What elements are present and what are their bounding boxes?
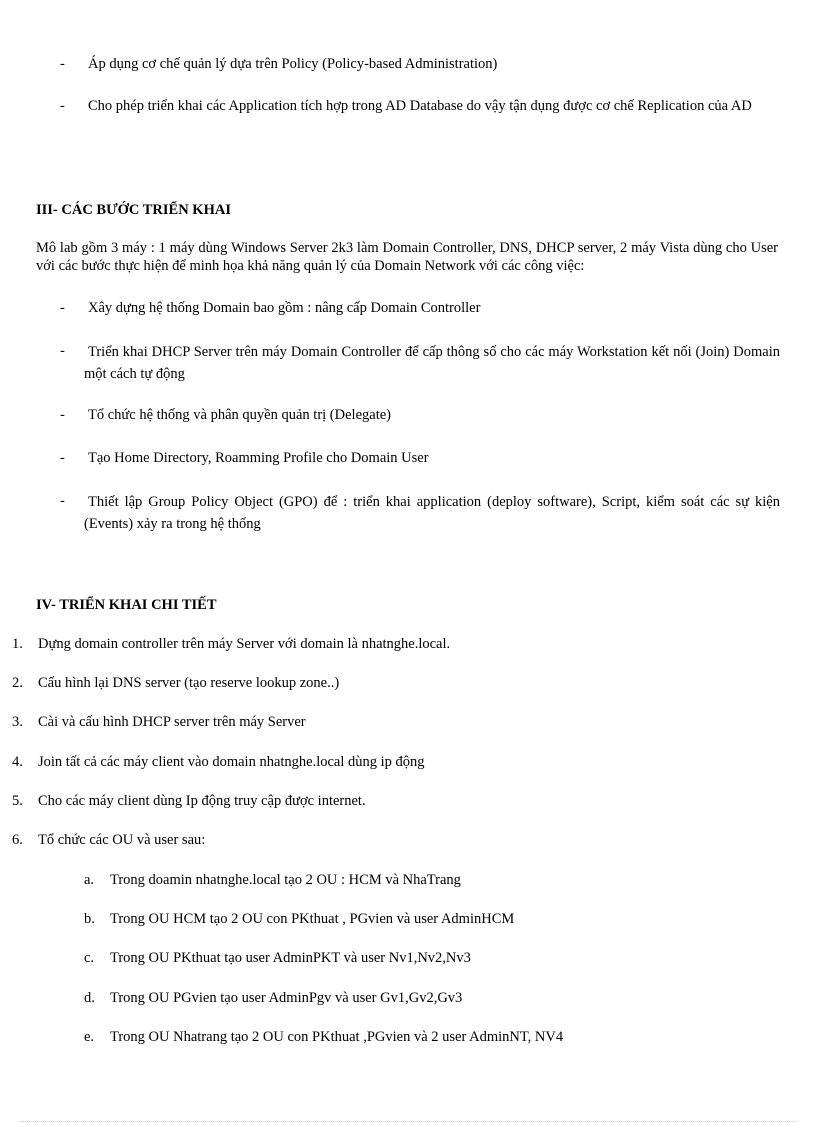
bullet-dash: - [60,300,65,316]
step-number: 4. [12,754,23,770]
bullet-text: Xây dựng hệ thống Domain bao gồm : nâng cấp Domain Controller [88,300,481,316]
bullet-dash: - [60,56,65,72]
substep-text: Trong OU HCM tạo 2 OU con PKthuat , PGvien và user AdminHCM [110,911,515,927]
intro-paragraph: Mô lab gồm 3 máy : 1 máy dùng Windows Server 2k3 làm Domain Controller, DNS, DHCP server, 2 máy Vista dùng cho User với các bước thực hiện để minh họa khả năng quản lý của Domain Network với các công việc: [36,240,778,274]
step-number: 1. [12,636,23,652]
substep-letter: e. [84,1029,95,1045]
substep-letter: c. [84,950,95,966]
substep-letter: a. [84,872,95,888]
bullet-dash: - [60,450,65,466]
substep-text: Trong OU PKthuat tạo user AdminPKT và user Nv1,Nv2,Nv3 [110,950,471,966]
step-number: 2. [12,675,23,691]
section-heading: IV- TRIỂN KHAI CHI TIẾT [36,597,217,613]
step-number: 5. [12,793,23,809]
bullet-dash: - [60,98,65,114]
bullet-text: Tổ chức hệ thống và phân quyền quản trị (Delegate) [88,407,391,423]
substep-text: Trong OU Nhatrang tạo 2 OU con PKthuat ,PGvien và 2 user AdminNT, NV4 [110,1029,564,1045]
step-text: Cấu hình lại DNS server (tạo reserve lookup zone..) [38,675,340,691]
substep-text: Trong OU PGvien tạo user AdminPgv và user Gv1,Gv2,Gv3 [110,990,463,1006]
substep-letter: d. [84,990,95,1006]
bullet-dash: - [60,407,65,423]
step-text: Cài và cấu hình DHCP server trên máy Server [38,714,306,730]
bullet-dash: - [60,343,65,359]
bullet-dash: - [60,493,65,509]
step-number: 3. [12,714,23,730]
step-text: Tổ chức các OU và user sau: [38,832,206,848]
bullet-text: Tạo Home Directory, Roamming Profile cho Domain User [88,450,429,466]
page-bottom-divider [20,1121,796,1122]
bullet-text: Cho phép triển khai các Application tích hợp trong AD Database do vậy tận dụng được cơ chế Replication của AD [88,98,752,114]
substep-text: Trong doamin nhatnghe.local tạo 2 OU : HCM và NhaTrang [110,872,461,888]
bullet-text: Triển khai DHCP Server trên máy Domain Controller để cấp thông số cho các máy Workstation kết nối (Join) Domain một cách tự động [84,344,780,382]
section-heading: III- CÁC BƯỚC TRIỂN KHAI [36,202,231,218]
step-text: Cho các máy client dùng Ip động truy cập được internet. [38,793,366,809]
step-number: 6. [12,832,23,848]
bullet-text: Thiết lập Group Policy Object (GPO) để : triển khai application (deploy software), Script, kiểm soát các sự kiện (Events) xảy ra trong hệ thống [84,494,780,532]
substep-letter: b. [84,911,95,927]
step-text: Join tất cả các máy client vào domain nhatnghe.local dùng ip động [38,754,425,770]
step-text: Dựng domain controller trên máy Server với domain là nhatnghe.local. [38,636,451,652]
bullet-text: Áp dụng cơ chế quản lý dựa trên Policy (Policy-based Administration) [88,56,498,72]
